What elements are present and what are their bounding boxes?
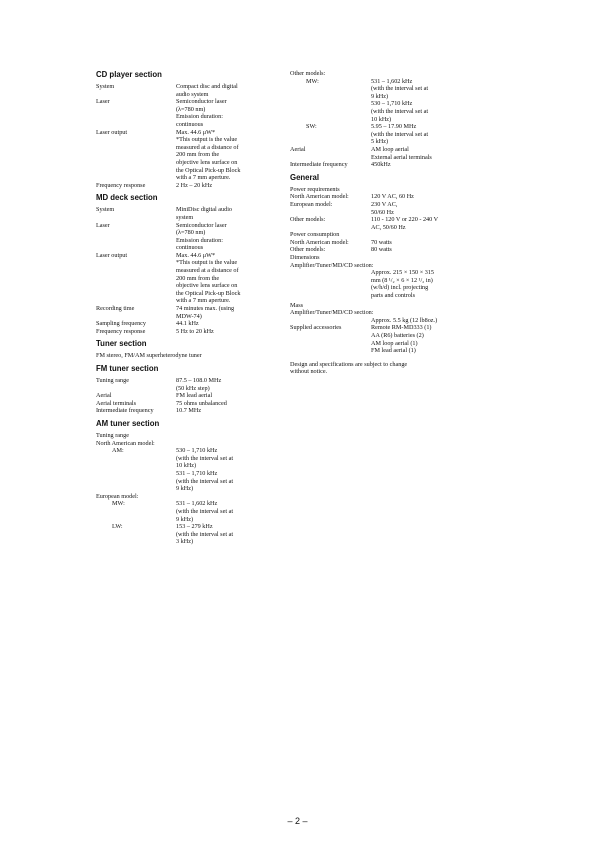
spec-label: Frequency response xyxy=(96,181,146,189)
spec-value-line: 10 kHz) xyxy=(371,115,392,123)
am-section-title: AM tuner section xyxy=(96,418,160,428)
accessories-rows xyxy=(290,324,482,354)
general-section-title: General xyxy=(290,172,320,182)
am-north-american-heading: North American model: xyxy=(96,439,155,447)
spec-value-line: 75 ohms unbalanced xyxy=(176,399,227,407)
fm-rows xyxy=(96,377,274,415)
spec-label: Other models: xyxy=(290,246,326,254)
spec-value-line: the Optical Pick-up Block xyxy=(176,166,241,174)
spec-value-line: Emission duration: xyxy=(176,113,223,121)
spec-row xyxy=(290,239,482,247)
spec-value-line: with a 7 mm aperture. xyxy=(176,297,231,305)
spec-value-line: 5 kHz) xyxy=(371,138,389,146)
spec-value xyxy=(371,239,482,247)
spec-value-line: 44.1 kHz xyxy=(176,320,199,328)
spec-value-line: Compact disc and digital xyxy=(176,83,238,90)
spec-row xyxy=(290,78,482,124)
spec-value-line: 531 – 1,602 kHz xyxy=(176,500,218,508)
dimensions-value-line: parts and controls xyxy=(371,292,415,300)
tuner-section xyxy=(96,339,274,360)
spec-row xyxy=(96,328,274,336)
spec-value-line: 531 – 1,710 kHz xyxy=(176,469,218,477)
spec-label: SW: xyxy=(306,123,317,131)
spec-value xyxy=(371,123,482,146)
spec-value-line: continuous xyxy=(176,120,204,128)
spec-row xyxy=(96,377,274,392)
spec-label: Tuning range xyxy=(96,377,129,384)
spec-value xyxy=(176,447,274,493)
tuner-section-title: Tuner section xyxy=(96,339,147,349)
am-european-rows xyxy=(96,500,274,546)
right-column xyxy=(290,70,482,380)
spec-value-line: 3 kHz) xyxy=(176,538,194,546)
spec-value-line: 200 mm from the xyxy=(176,274,220,282)
spec-value-line: 9 kHz) xyxy=(176,485,194,493)
dimensions-section-line: Amplifier/Tuner/MD/CD section: xyxy=(290,261,374,269)
other-models-heading: Other models: xyxy=(290,70,326,77)
spec-value-line: Semiconductor laser xyxy=(176,98,227,106)
spec-value xyxy=(176,392,274,400)
dimensions-values xyxy=(290,269,482,299)
fm-section xyxy=(96,364,274,415)
spec-label: Aerial xyxy=(290,145,306,153)
spec-value-line: 74 minutes max. (using xyxy=(176,305,235,313)
cd-section xyxy=(96,70,274,189)
spec-value xyxy=(176,400,274,408)
spec-value xyxy=(176,98,274,128)
spec-value-line: 10.7 MHz xyxy=(176,407,202,415)
spec-label: North American model: xyxy=(290,238,349,246)
spec-label: System xyxy=(96,83,115,90)
spec-value xyxy=(371,193,482,201)
spec-value xyxy=(176,407,274,415)
spec-label: Laser xyxy=(96,221,110,229)
spec-value-line: 50/60 Hz xyxy=(371,208,394,216)
spec-value xyxy=(176,222,274,252)
dimensions-value-line: Approx. 215 × 150 × 315 xyxy=(371,269,435,277)
other-models-section xyxy=(290,70,482,169)
spec-value xyxy=(176,182,274,190)
spec-value-line: FM lead aerial (1) xyxy=(371,347,416,355)
spec-value-line: FM lead aerial xyxy=(176,392,213,400)
spec-label: Sampling frequency xyxy=(96,320,147,328)
spec-value-line: objective lens surface on xyxy=(176,282,238,290)
spec-label: Intermediate frequency xyxy=(96,407,154,415)
spec-row xyxy=(96,129,274,182)
spec-row xyxy=(96,392,274,400)
spec-label: North American model: xyxy=(290,193,349,201)
spec-value-line: AM loop aerial xyxy=(371,145,409,153)
md-section xyxy=(96,193,274,335)
spec-value-line: continuous xyxy=(176,244,204,252)
spec-label: LW: xyxy=(112,523,123,531)
power-consumption-heading: Power consumption xyxy=(290,231,340,239)
other-aerial-rows xyxy=(290,146,482,169)
spec-value-line: AM loop aerial (1) xyxy=(371,339,418,347)
spec-value-line: 153 – 279 kHz xyxy=(176,523,213,531)
spec-value-line: 9 kHz) xyxy=(176,515,194,523)
spec-label: Aerial terminals xyxy=(96,399,137,407)
spec-row xyxy=(96,447,274,493)
spec-value-line: 10 kHz) xyxy=(176,462,197,470)
spec-label: AM: xyxy=(112,447,124,455)
notice xyxy=(290,361,482,376)
spec-value-line: (50 kHz step) xyxy=(176,384,210,392)
spec-value xyxy=(176,328,274,336)
spec-value-line: Semiconductor laser xyxy=(176,221,227,229)
spec-label: Recording time xyxy=(96,305,135,313)
spec-row xyxy=(96,407,274,415)
spec-value-line: (with the interval set at xyxy=(371,130,429,138)
spec-label: Laser output xyxy=(96,251,128,259)
am-north-rows xyxy=(96,447,274,493)
spec-value-line: the Optical Pick-up Block xyxy=(176,289,241,297)
spec-row xyxy=(96,83,274,98)
notice-line: Design and specifications are subject to change xyxy=(290,360,408,368)
spec-row xyxy=(96,305,274,320)
mass-section-line: Amplifier/Tuner/MD/CD section: xyxy=(290,309,374,317)
notice-line: without notice. xyxy=(290,368,328,376)
spec-value xyxy=(371,216,482,231)
spec-value-line: 450kHz xyxy=(371,161,391,169)
spec-label: Other models: xyxy=(290,216,326,224)
spec-row xyxy=(96,500,274,523)
spec-row xyxy=(96,320,274,328)
spec-value-line: 5 Hz to 20 kHz xyxy=(176,327,214,335)
spec-row xyxy=(96,252,274,305)
tuner-description: FM stereo, FM/AM superheterodyne tuner xyxy=(96,352,202,360)
spec-value-line: 530 – 1,710 kHz xyxy=(371,100,413,108)
left-column xyxy=(96,70,274,550)
spec-value xyxy=(176,377,274,392)
power-consumption-rows xyxy=(290,239,482,254)
spec-row xyxy=(290,216,482,231)
spec-value-line: objective lens surface on xyxy=(176,158,238,166)
spec-value-line: (λ=780 nm) xyxy=(176,105,206,113)
dimensions-value-line: mm (8 ¹/₂ × 6 × 12 ¹/₂ in) xyxy=(371,276,433,284)
spec-value-line: AC, 50/60 Hz xyxy=(371,223,406,231)
spec-value-line: audio system xyxy=(176,90,209,98)
spec-value xyxy=(176,523,274,546)
spec-value-line: 5.95 – 17.90 MHz xyxy=(371,123,417,131)
spec-value xyxy=(371,78,482,124)
spec-value-line: MiniDisc digital audio xyxy=(176,206,233,214)
spec-value-line: 9 kHz) xyxy=(371,92,389,100)
mass-heading: Mass xyxy=(290,301,304,309)
spec-value-line: 110 - 120 V or 220 - 240 V xyxy=(371,216,439,224)
spec-label: Laser xyxy=(96,98,110,106)
spec-value-line: Emission duration: xyxy=(176,236,223,244)
spec-value xyxy=(176,500,274,523)
spec-value-line: 531 – 1,602 kHz xyxy=(371,77,413,85)
spec-value xyxy=(371,324,482,354)
power-requirements-rows xyxy=(290,193,482,231)
spec-value-line: 200 mm from the xyxy=(176,151,220,159)
page-number: – 2 – xyxy=(287,816,308,826)
spec-label: Frequency response xyxy=(96,327,146,335)
spec-row xyxy=(290,146,482,161)
spec-value xyxy=(176,206,274,221)
spec-value-line: 120 V AC, 60 Hz xyxy=(371,193,414,201)
spec-value-line: AA (R6) batteries (2) xyxy=(371,332,424,339)
spec-value-line: (with the interval set at xyxy=(176,454,234,462)
spec-label: Intermediate frequency xyxy=(290,161,348,169)
spec-value-line: *This output is the value xyxy=(176,136,238,144)
cd-rows xyxy=(96,83,274,189)
spec-value-line: 87.5 – 108.0 MHz xyxy=(176,377,222,384)
spec-value xyxy=(176,252,274,305)
am-european-heading: European model: xyxy=(96,492,139,500)
spec-label: MW: xyxy=(306,77,319,85)
power-requirements-heading: Power requirements xyxy=(290,185,340,193)
spec-row xyxy=(96,523,274,546)
fm-section-title: FM tuner section xyxy=(96,364,159,373)
spec-value-line: Remote RM-MD333 (1) xyxy=(371,324,432,332)
spec-value-line: 70 watts xyxy=(371,238,392,246)
spec-value-line: measured at a distance of xyxy=(176,143,239,151)
spec-value-line: Max. 44.6 μW* xyxy=(176,251,216,259)
spec-value-line: system xyxy=(176,213,194,221)
spec-value-line: (with the interval set at xyxy=(176,507,234,515)
spec-value-line: MDW-74) xyxy=(176,312,202,320)
spec-value xyxy=(176,320,274,328)
spec-row xyxy=(290,324,482,354)
spec-value-line: 80 watts xyxy=(371,246,392,254)
spec-value-line: (with the interval set at xyxy=(371,107,429,115)
spec-value-line: with a 7 mm aperture. xyxy=(176,174,231,182)
spec-row xyxy=(290,193,482,201)
md-section-title: MD deck section xyxy=(96,193,158,203)
spec-value-line: (λ=780 nm) xyxy=(176,229,206,237)
spec-value-line: External aerial terminals xyxy=(371,153,432,161)
spec-row xyxy=(96,400,274,408)
md-rows xyxy=(96,206,274,335)
spec-value xyxy=(176,83,274,98)
spec-value-line: (with the interval set at xyxy=(176,477,234,485)
mass-value: Approx. 5.5 kg (12 lb8oz.) xyxy=(371,316,438,324)
spec-value xyxy=(371,246,482,254)
spec-row xyxy=(290,161,482,169)
am-section xyxy=(96,419,274,546)
other-models-rows xyxy=(290,78,482,146)
dimensions-heading: Dimensions xyxy=(290,254,320,262)
spec-value-line: 530 – 1,710 kHz xyxy=(176,447,218,455)
spec-value-line: 2 Hz – 20 kHz xyxy=(176,181,213,189)
spec-value-line: measured at a distance of xyxy=(176,267,239,275)
dimensions-value-line: (w/h/d) incl. projecting xyxy=(371,284,429,292)
spec-label: Aerial xyxy=(96,392,112,400)
spec-label: MW: xyxy=(112,500,125,508)
spec-value xyxy=(371,161,482,169)
spec-label: European model: xyxy=(290,200,333,208)
spec-label: Supplied accessories xyxy=(290,324,342,332)
spec-row xyxy=(96,182,274,190)
spec-value xyxy=(371,201,482,216)
spec-row xyxy=(96,98,274,128)
spec-value-line: (with the interval set at xyxy=(176,530,234,538)
spec-row xyxy=(290,123,482,146)
spec-value-line: Max. 44.6 μW* xyxy=(176,128,216,136)
spec-value-line: 230 V AC, xyxy=(371,200,398,208)
spec-row xyxy=(96,222,274,252)
cd-section-title: CD player section xyxy=(96,70,162,79)
spec-label: System xyxy=(96,206,115,214)
am-tuning-range: Tuning range xyxy=(96,431,129,439)
spec-value-line: *This output is the value xyxy=(176,259,238,267)
spec-row xyxy=(96,206,274,221)
spec-value xyxy=(371,146,482,161)
spec-value xyxy=(176,129,274,182)
spec-label: Laser output xyxy=(96,128,128,136)
spec-row xyxy=(290,246,482,254)
spec-row xyxy=(290,201,482,216)
general-section xyxy=(290,173,482,376)
spec-value xyxy=(176,305,274,320)
spec-value-line: (with the interval set at xyxy=(371,85,429,93)
